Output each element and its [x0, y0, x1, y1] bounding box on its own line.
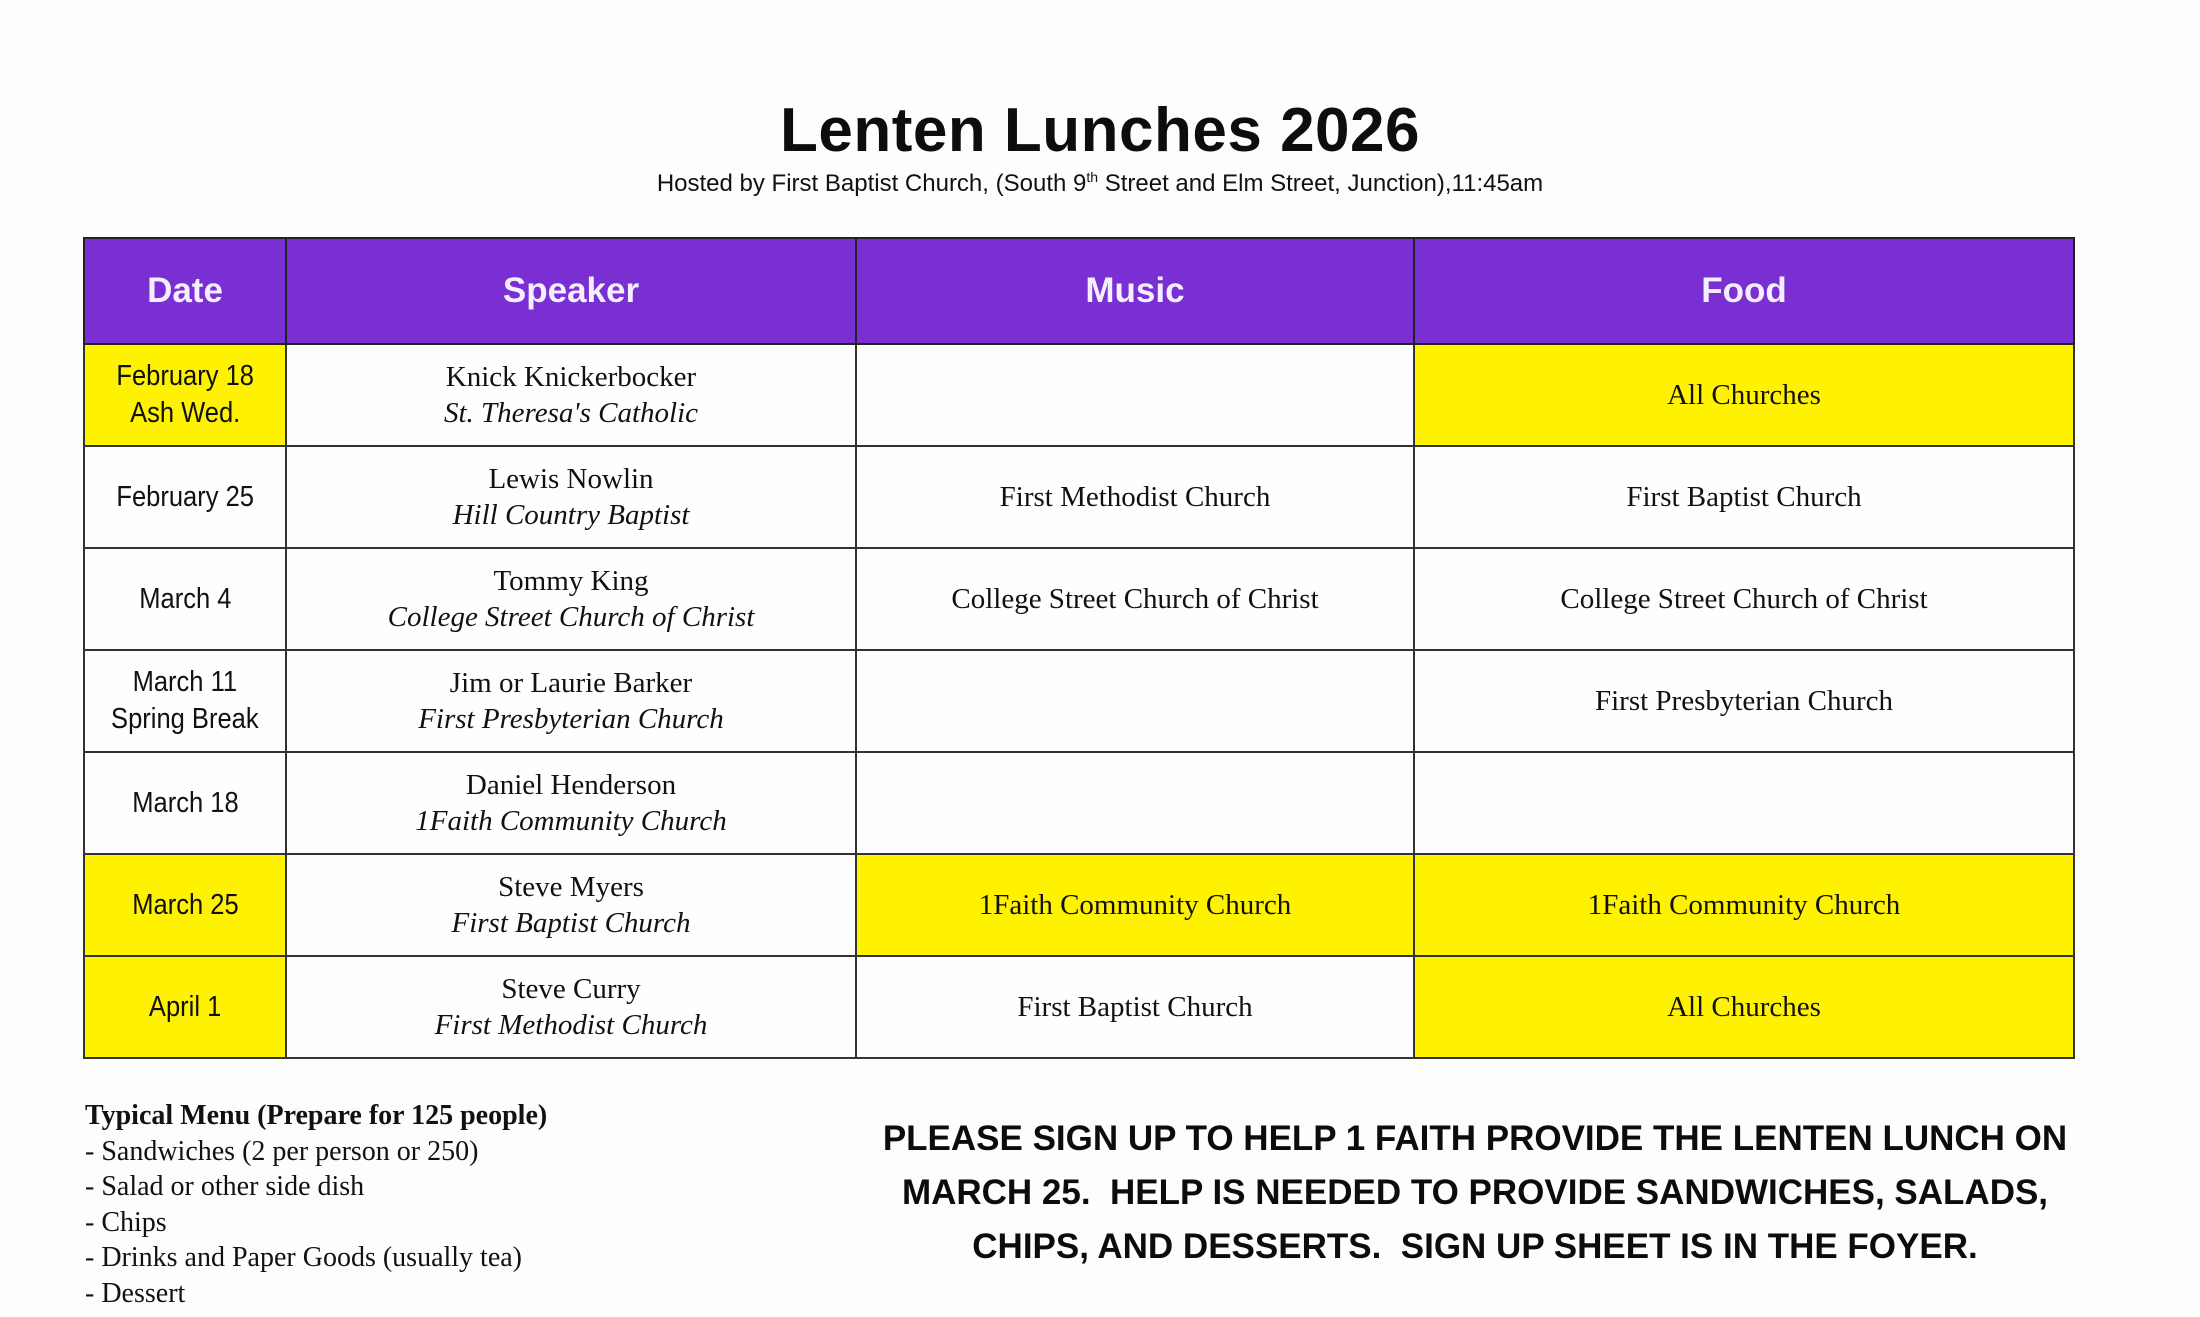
food-provider: 1Faith Community Church: [1587, 889, 1901, 921]
speaker-cell: [286, 854, 856, 956]
notice-line: CHIPS, AND DESSERTS. SIGN UP SHEET IS IN THE FOYER.: [972, 1227, 1978, 1266]
menu-item: - Chips: [85, 1206, 167, 1238]
speaker-name: Jim or Laurie Barker: [449, 667, 693, 699]
food-cell: [1414, 344, 2074, 446]
speaker-church: Hill Country Baptist: [452, 499, 690, 531]
table-row: [84, 548, 2074, 650]
food-cell: [1414, 548, 2074, 650]
speaker-church: College Street Church of Christ: [387, 601, 755, 633]
music-provider: 1Faith Community Church: [978, 889, 1292, 921]
speaker-cell: [286, 956, 856, 1058]
table-row: [84, 446, 2074, 548]
column-header-food: Food: [1414, 238, 2074, 344]
food-provider: College Street Church of Christ: [1560, 583, 1928, 615]
subtitle-text-after: Street and Elm Street, Junction),11:45am: [1098, 170, 1544, 197]
food-cell: [1414, 752, 2074, 854]
speaker-church: First Presbyterian Church: [418, 703, 724, 735]
date-label: March 4: [138, 582, 232, 615]
date-label: March 11: [132, 666, 238, 698]
subtitle-superscript: th: [1086, 169, 1099, 185]
speaker-name: Steve Myers: [498, 871, 644, 903]
page-title: Lenten Lunches 2026: [779, 96, 1421, 165]
table-row: [84, 752, 2074, 854]
music-cell: [856, 548, 1414, 650]
speaker-name: Knick Knickerbocker: [445, 361, 697, 393]
food-provider: All Churches: [1667, 991, 1821, 1023]
music-cell: [856, 854, 1414, 956]
music-cell: [856, 650, 1414, 752]
speaker-church: 1Faith Community Church: [415, 805, 727, 837]
lunch-schedule-table: [83, 237, 2075, 1059]
food-cell: [1414, 650, 2074, 752]
music-provider: First Baptist Church: [1017, 991, 1253, 1023]
date-cell: [84, 752, 286, 854]
subtitle-text-before: Hosted by First Baptist Church, (South 9: [656, 170, 1087, 197]
notice-line: PLEASE SIGN UP TO HELP 1 FAITH PROVIDE THE LENTEN LUNCH ON: [882, 1119, 2068, 1158]
food-cell: [1414, 956, 2074, 1058]
speaker-name: Daniel Henderson: [465, 769, 677, 801]
food-cell: [1414, 446, 2074, 548]
speaker-cell: [286, 548, 856, 650]
date-label: March 25: [131, 888, 239, 921]
speaker-cell: [286, 650, 856, 752]
music-cell: [856, 752, 1414, 854]
music-cell: [856, 956, 1414, 1058]
speaker-name: Lewis Nowlin: [488, 463, 654, 495]
menu-item: - Drinks and Paper Goods (usually tea): [85, 1242, 523, 1273]
date-note: Ash Wed.: [129, 397, 241, 429]
music-cell: [856, 446, 1414, 548]
menu-item: - Sandwiches (2 per person or 250): [85, 1135, 479, 1167]
column-header-music: Music: [856, 238, 1414, 344]
menu-item: - Dessert: [85, 1277, 186, 1309]
music-provider: College Street Church of Christ: [951, 583, 1319, 615]
food-provider: All Churches: [1667, 379, 1821, 411]
date-note: Spring Break: [111, 703, 259, 735]
speaker-church: First Methodist Church: [434, 1009, 708, 1041]
speaker-cell: [286, 752, 856, 854]
column-header-date: Date: [84, 238, 286, 344]
typical-menu: [85, 1098, 547, 1311]
notice-line: MARCH 25. HELP IS NEEDED TO PROVIDE SANDWICHES, SALADS,: [901, 1173, 2049, 1212]
table-row: [84, 344, 2074, 446]
date-cell: [84, 548, 286, 650]
food-cell: [1414, 854, 2074, 956]
date-cell: [84, 956, 286, 1058]
table-row: [84, 650, 2074, 752]
food-provider: First Presbyterian Church: [1594, 685, 1893, 717]
menu-heading: Typical Menu (Prepare for 125 people): [85, 1100, 548, 1131]
date-cell: [84, 650, 286, 752]
date-label: March 18: [131, 786, 239, 819]
music-cell: [856, 344, 1414, 446]
table-row: [84, 854, 2074, 956]
table-row: [84, 956, 2074, 1058]
date-cell: [84, 446, 286, 548]
page-subtitle: [0, 170, 2200, 198]
date-cell: [84, 854, 286, 956]
date-label: February 25: [116, 480, 254, 513]
food-provider: First Baptist Church: [1626, 481, 1862, 513]
speaker-church: First Baptist Church: [451, 907, 691, 939]
date-label: February 18: [116, 360, 254, 392]
speaker-name: Steve Curry: [501, 973, 641, 1005]
speaker-name: Tommy King: [493, 565, 649, 597]
date-label: April 1: [148, 990, 222, 1023]
column-header-speaker: Speaker: [286, 238, 856, 344]
table-header-row: [84, 238, 2074, 344]
signup-notice: [830, 1112, 2120, 1274]
speaker-cell: [286, 344, 856, 446]
date-cell: [84, 344, 286, 446]
speaker-cell: [286, 446, 856, 548]
music-provider: First Methodist Church: [999, 481, 1271, 513]
speaker-church: St. Theresa's Catholic: [443, 397, 699, 429]
menu-item: - Salad or other side dish: [85, 1171, 365, 1202]
